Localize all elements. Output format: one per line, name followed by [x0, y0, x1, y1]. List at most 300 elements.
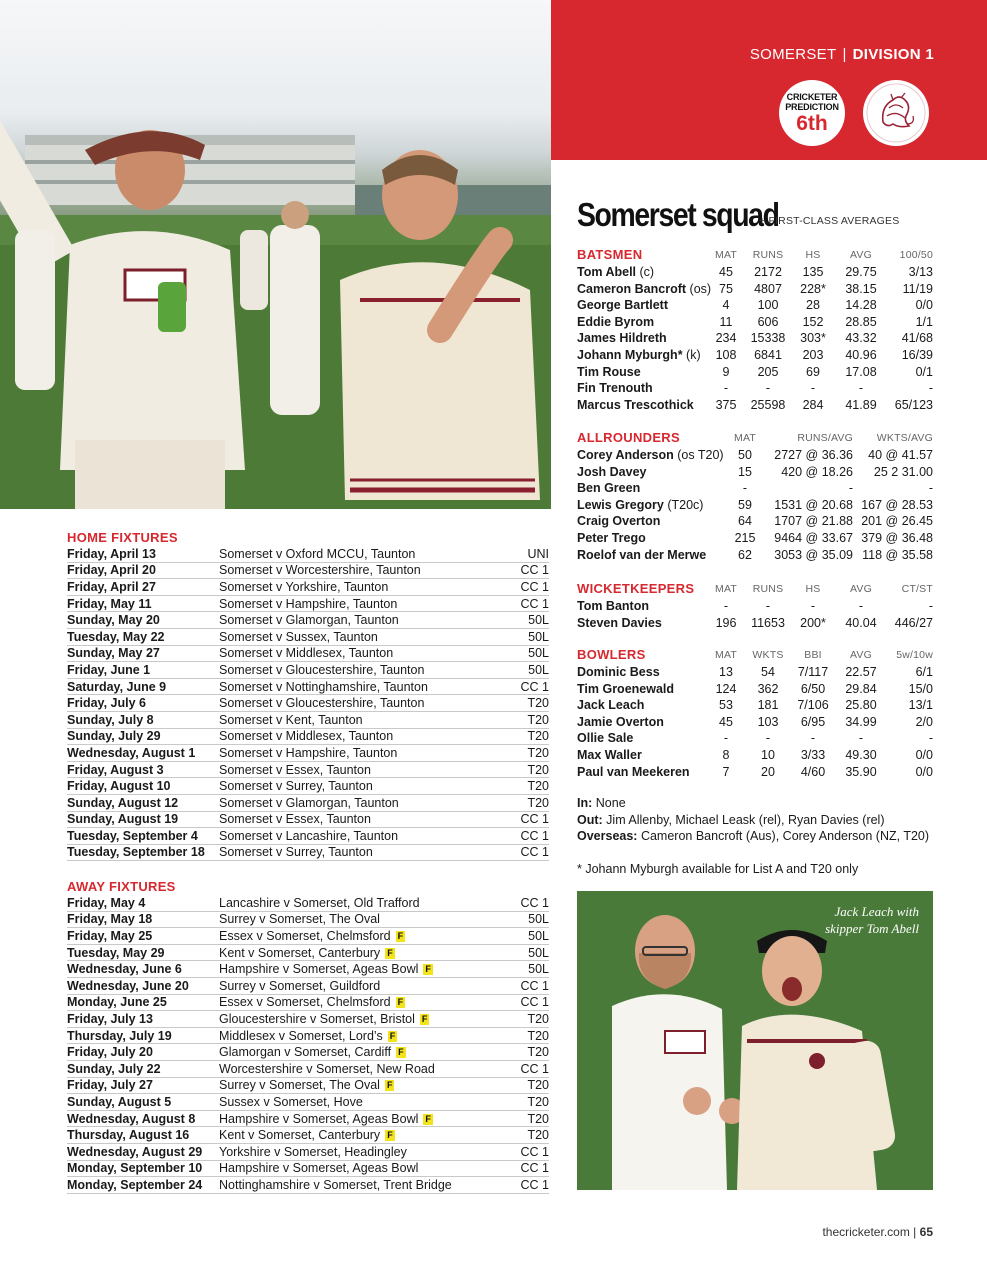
stat-cell: 64	[738, 514, 752, 529]
fixture-row	[67, 1011, 549, 1028]
fixture-competition: CC 1	[520, 596, 549, 611]
fixture-match: Hampshire v Somerset, Ageas Bowl F	[219, 1111, 431, 1126]
stat-cell: 196	[715, 615, 737, 630]
stat-cell: 35.90	[845, 764, 877, 779]
fixture-date: Friday, July 13	[67, 1011, 153, 1026]
stat-cell: 0/0	[915, 298, 933, 313]
stat-cell: 205	[757, 364, 779, 379]
stat-cell: -	[848, 481, 853, 496]
stat-cell: 7/106	[797, 698, 829, 713]
fixture-date: Tuesday, May 22	[67, 629, 165, 644]
player-name: Peter Trego	[577, 530, 646, 545]
player-name: James Hildreth	[577, 331, 667, 346]
division-name: DIVISION 1	[852, 46, 934, 63]
fixture-row	[67, 795, 549, 812]
fixture-match: Somerset v Sussex, Taunton	[219, 629, 378, 644]
fixture-competition: CC 1	[520, 995, 549, 1010]
stat-cell: 40 @ 41.57	[868, 448, 933, 462]
fixture-row	[67, 828, 549, 845]
fixture-date: Friday, April 20	[67, 563, 156, 578]
fixture-match: Sussex v Somerset, Hove	[219, 1094, 363, 1109]
fixture-competition: T20	[527, 696, 549, 711]
stat-cell: 6/95	[800, 714, 826, 729]
stat-cell: 54	[761, 665, 775, 679]
column-header: HS	[805, 248, 821, 261]
squad-subtitle: + FIRST-CLASS AVERAGES	[759, 215, 900, 227]
stat-cell: 181	[757, 698, 779, 713]
footnote: * Johann Myburgh available for List A and T20 only	[577, 862, 859, 876]
photo-caption-line1: Jack Leach with	[834, 904, 919, 919]
stat-cell: 167 @ 28.53	[861, 497, 933, 512]
stat-cell: 200*	[800, 615, 826, 630]
player-name: Lewis Gregory (T20c)	[577, 497, 704, 512]
stat-cell: 11	[719, 314, 733, 329]
column-header: 5w/10w	[896, 648, 933, 661]
fixture-competition: 50L	[528, 945, 549, 960]
stat-cell: 228*	[800, 281, 826, 296]
floodlit-badge: F	[398, 1047, 404, 1058]
fixture-competition: 50L	[528, 629, 549, 644]
stat-cell: 22.57	[845, 665, 877, 679]
stat-cell: 38.15	[845, 281, 877, 296]
floodlit-badge: F	[389, 1030, 396, 1041]
fixture-match: Somerset v Essex, Taunton	[219, 812, 371, 827]
stat-cell: 420 @ 18.26	[781, 464, 853, 479]
stat-cell: 9	[722, 364, 730, 379]
player-name: Max Waller	[577, 747, 642, 762]
stat-row	[577, 347, 933, 364]
stat-cell: 53	[719, 698, 733, 713]
stat-cell: 25.80	[845, 698, 877, 713]
stat-row	[577, 615, 933, 632]
stat-cell: 75	[719, 281, 733, 296]
stat-cell: -	[765, 599, 771, 613]
stat-cell: 152	[802, 314, 824, 329]
player-name: Dominic Bess	[577, 665, 660, 679]
floodlit-badge: F	[387, 947, 393, 958]
team-celebration-photo	[0, 0, 551, 509]
fixture-match: Middlesex v Somerset, Lord’s F	[219, 1028, 396, 1043]
stat-cell: 103	[757, 714, 779, 729]
fixture-date: Tuesday, May 29	[67, 945, 165, 960]
fixture-date: Friday, August 3	[67, 762, 164, 777]
transfers-notes	[577, 795, 933, 845]
stat-cell: 3/13	[908, 265, 933, 279]
fixture-competition: CC 1	[520, 1061, 549, 1076]
fixture-competition: T20	[527, 795, 549, 810]
player-name: Tom Banton	[577, 599, 649, 613]
stat-cell: 7/117	[797, 665, 829, 679]
fixture-date: Wednesday, August 8	[67, 1111, 196, 1126]
fixture-competition: CC 1	[520, 679, 549, 694]
fixture-row	[67, 629, 549, 646]
column-header: MAT	[734, 431, 756, 444]
stat-row	[577, 697, 933, 714]
photo-caption	[825, 903, 919, 937]
player-name: Josh Davey	[577, 464, 647, 479]
stat-row	[577, 297, 933, 314]
player-name: Tom Abell (c)	[577, 265, 655, 279]
allrounders-heading: ALLROUNDERS	[577, 430, 680, 445]
stat-cell: 15/0	[908, 681, 933, 696]
photo-caption-line2: skipper Tom Abell	[825, 921, 919, 936]
floodlit-badge: F	[386, 1080, 393, 1091]
stat-cell: 10	[761, 747, 775, 762]
stat-cell: -	[742, 481, 748, 496]
fixture-match: Essex v Somerset, Chelmsford F	[219, 928, 404, 943]
stat-cell: 11/19	[902, 281, 933, 296]
stat-cell: 2727 @ 36.36	[774, 448, 853, 462]
breadcrumb-separator: |	[842, 46, 847, 63]
prediction-value: 6th	[796, 112, 828, 135]
stat-cell: -	[858, 599, 864, 613]
column-header: MAT	[715, 582, 737, 595]
fixture-competition: CC 1	[520, 895, 549, 910]
stat-cell: 29.75	[845, 265, 877, 279]
fixture-date: Friday, July 27	[67, 1078, 153, 1093]
fixture-row	[67, 845, 549, 862]
fixture-row	[67, 995, 549, 1012]
fixture-competition: CC 1	[520, 579, 549, 594]
fixture-competition: CC 1	[520, 828, 549, 843]
stat-row	[577, 714, 933, 731]
fixture-match: Somerset v Hampshire, Taunton	[219, 745, 398, 760]
column-header: WKTS/AVG	[876, 431, 933, 444]
fixture-match: Somerset v Surrey, Taunton	[219, 845, 373, 860]
stat-cell: 0/0	[915, 764, 933, 779]
fixture-row	[67, 646, 549, 663]
fixture-match: Somerset v Yorkshire, Taunton	[219, 579, 389, 594]
stat-cell: 7	[722, 764, 730, 779]
transfers-overseas: Overseas: Cameron Bancroft (Aus), Corey Anderson (NZ, T20)	[577, 829, 930, 844]
stat-cell: 49.30	[845, 747, 877, 762]
fixture-date: Friday, August 10	[67, 779, 171, 794]
team-celebration-illustration	[0, 0, 551, 509]
stat-cell: 15	[738, 464, 752, 479]
stat-cell: 201 @ 26.45	[861, 514, 933, 529]
fixture-date: Sunday, August 5	[67, 1094, 172, 1109]
column-header: AVG	[850, 648, 872, 661]
player-name: Roelof van der Merwe	[577, 547, 707, 562]
fixture-row	[67, 1111, 549, 1128]
stat-cell: -	[723, 381, 729, 396]
stat-row	[577, 281, 933, 298]
stat-cell: 6841	[754, 347, 782, 362]
fixture-date: Friday, April 27	[67, 579, 156, 594]
stat-row	[577, 747, 933, 764]
fixture-date: Monday, June 25	[67, 995, 167, 1010]
fixture-competition: CC 1	[520, 1144, 549, 1159]
stat-cell: 25 2 31.00	[873, 464, 933, 479]
fixture-date: Wednesday, August 29	[67, 1144, 203, 1159]
player-name: Marcus Trescothick	[577, 397, 694, 412]
stat-cell: 45	[719, 265, 733, 279]
fixture-date: Tuesday, September 18	[67, 845, 205, 860]
fixture-row	[67, 596, 549, 613]
column-header: CT/ST	[901, 582, 933, 595]
bowlers-heading: BOWLERS	[577, 647, 646, 662]
page-number: 65	[919, 1225, 933, 1239]
fixture-match: Hampshire v Somerset, Ageas Bowl F	[219, 962, 431, 977]
fixture-competition: T20	[527, 1111, 549, 1126]
fixture-date: Wednesday, June 20	[67, 978, 189, 993]
stat-row	[577, 547, 933, 564]
stat-cell: 40.04	[845, 615, 877, 630]
fixture-competition: CC 1	[520, 812, 549, 827]
stat-cell: 100	[757, 298, 779, 313]
fixture-match: Glamorgan v Somerset, Cardiff F	[219, 1045, 404, 1060]
column-header: MAT	[715, 648, 737, 661]
column-header: BBI	[804, 648, 822, 661]
stat-cell: 375	[715, 397, 737, 412]
fixture-competition: CC 1	[520, 845, 549, 860]
fixture-match: Somerset v Essex, Taunton	[219, 762, 371, 777]
fixture-match: Somerset v Middlesex, Taunton	[219, 729, 394, 744]
fixture-competition: 50L	[528, 912, 549, 927]
fixture-match: Surrey v Somerset, Guildford	[219, 978, 381, 993]
player-name: Eddie Byrom	[577, 314, 655, 329]
column-header: RUNS/AVG	[797, 431, 853, 444]
fixture-match: Worcestershire v Somerset, New Road	[219, 1061, 435, 1076]
stat-cell: -	[723, 731, 729, 746]
fixture-row	[67, 978, 549, 995]
fixture-row	[67, 1061, 549, 1078]
fixture-row	[67, 729, 549, 746]
stat-cell: -	[723, 599, 729, 613]
stat-cell: -	[765, 731, 771, 746]
player-name: George Bartlett	[577, 298, 668, 313]
fixture-date: Sunday, August 12	[67, 795, 179, 810]
away-fixtures-heading: AWAY FIXTURES	[67, 879, 176, 894]
stat-cell: 28	[806, 298, 820, 313]
fixture-competition: UNI	[527, 546, 549, 561]
stat-cell: 0/0	[915, 747, 933, 762]
fixture-match: Somerset v Gloucestershire, Taunton	[219, 662, 425, 677]
stat-cell: 59	[738, 497, 752, 512]
fixture-date: Friday, May 18	[67, 912, 153, 927]
bowlers-table	[577, 645, 933, 780]
stat-cell: -	[928, 381, 933, 396]
fixture-match: Somerset v Gloucestershire, Taunton	[219, 696, 425, 711]
stat-cell: 11653	[751, 615, 785, 630]
fixture-date: Sunday, May 27	[67, 646, 160, 661]
fixture-competition: 50L	[528, 613, 549, 628]
stat-cell: 69	[806, 364, 820, 379]
fixture-competition: T20	[527, 712, 549, 727]
player-name: Ollie Sale	[577, 731, 634, 746]
fixture-row	[67, 1094, 549, 1111]
stat-cell: -	[928, 599, 933, 613]
fixture-competition: 50L	[528, 962, 549, 977]
fixture-row	[67, 961, 549, 978]
fixture-row	[67, 695, 549, 712]
fixture-match: Essex v Somerset, Chelmsford F	[219, 995, 404, 1010]
stat-cell: 108	[715, 347, 737, 362]
stat-cell: 234	[715, 331, 737, 346]
stat-row	[577, 497, 933, 514]
fixture-match: Somerset v Hampshire, Taunton	[219, 596, 398, 611]
stat-cell: 4807	[754, 281, 782, 296]
stat-cell: 13/1	[908, 698, 933, 713]
prediction-badge	[779, 80, 845, 146]
wicketkeepers-heading: WICKETKEEPERS	[577, 581, 695, 596]
fixture-date: Sunday, July 29	[67, 729, 161, 744]
stat-cell: 124	[715, 681, 737, 696]
stat-cell: 284	[802, 397, 824, 412]
stat-cell: 2172	[754, 265, 782, 279]
stat-row	[577, 397, 933, 414]
player-name: Craig Overton	[577, 514, 661, 529]
fixture-row	[67, 1028, 549, 1045]
stat-cell: 25598	[750, 397, 786, 412]
stat-cell: -	[928, 481, 933, 496]
floodlit-badge: F	[387, 1130, 393, 1141]
wicketkeepers-table	[577, 579, 933, 631]
fixture-competition: T20	[527, 1045, 549, 1060]
fixture-match: Somerset v Glamorgan, Taunton	[219, 795, 399, 810]
fixture-competition: T20	[527, 1128, 549, 1143]
fixture-competition: T20	[527, 1011, 549, 1026]
footer-separator: |	[913, 1225, 917, 1239]
player-name: Tim Groenewald	[577, 681, 675, 696]
fixture-date: Saturday, June 9	[67, 679, 167, 694]
stat-cell: 28.85	[845, 314, 877, 329]
player-name: Corey Anderson (os T20)	[577, 448, 724, 462]
stat-cell: 1531 @ 20.68	[774, 497, 853, 512]
fixture-row	[67, 1127, 549, 1144]
stat-cell: 16/39	[901, 347, 933, 362]
stat-cell: 446/27	[894, 615, 933, 630]
stat-cell: 3053 @ 35.09	[774, 547, 853, 562]
fixture-row	[67, 945, 549, 962]
stat-cell: 17.08	[845, 364, 877, 379]
stat-row	[577, 264, 933, 281]
fixture-row	[67, 1161, 549, 1178]
stat-cell: -	[928, 731, 933, 746]
fixture-row	[67, 579, 549, 596]
fixture-competition: T20	[527, 1094, 549, 1109]
player-name: Tim Rouse	[577, 364, 641, 379]
column-header: HS	[805, 582, 821, 595]
fixture-match: Kent v Somerset, Canterbury F	[219, 945, 393, 960]
fixture-row	[67, 563, 549, 580]
stat-cell: 20	[761, 764, 775, 779]
fixture-match: Somerset v Middlesex, Taunton	[219, 646, 394, 661]
player-name: Fin Trenouth	[577, 381, 653, 396]
stat-cell: 8	[722, 747, 730, 762]
site-link[interactable]: thecricketer.com	[822, 1225, 910, 1239]
stat-row	[577, 447, 933, 464]
player-name: Cameron Bancroft (os)	[577, 281, 712, 296]
fixture-match: Nottinghamshire v Somerset, Trent Bridge	[219, 1177, 452, 1192]
fixture-row	[67, 546, 549, 563]
stat-row	[577, 681, 933, 698]
stat-cell: 40.96	[845, 347, 877, 362]
stat-row	[577, 598, 933, 615]
player-name: Steven Davies	[577, 615, 662, 630]
fixture-row	[67, 1078, 549, 1095]
stat-cell: 41.89	[845, 397, 877, 412]
stat-cell: 9464 @ 33.67	[774, 530, 853, 545]
column-header: AVG	[850, 582, 872, 595]
stat-cell: 65/123	[894, 397, 933, 412]
fixture-date: Friday, May 4	[67, 895, 146, 910]
home-fixtures	[67, 529, 549, 861]
batsmen-heading: BATSMEN	[577, 247, 643, 262]
fixture-row	[67, 1177, 549, 1194]
fixture-date: Friday, May 11	[67, 596, 152, 611]
stat-row	[577, 464, 933, 481]
stat-cell: -	[858, 381, 864, 396]
home-fixtures-heading: HOME FIXTURES	[67, 530, 178, 545]
fixture-match: Somerset v Lancashire, Taunton	[219, 828, 399, 843]
somerset-crest-icon	[863, 80, 929, 146]
fixture-row	[67, 895, 549, 912]
column-header: WKTS	[752, 648, 784, 661]
stat-cell: 13	[719, 665, 733, 679]
fixture-match: Somerset v Nottinghamshire, Taunton	[219, 679, 428, 694]
stat-cell: 1/1	[915, 314, 933, 329]
column-header: RUNS	[752, 582, 784, 595]
floodlit-badge: F	[425, 964, 431, 975]
stat-cell: 215	[734, 530, 756, 545]
fixture-date: Sunday, July 8	[67, 712, 154, 727]
fixture-row	[67, 928, 549, 945]
fixture-competition: CC 1	[520, 1161, 549, 1176]
stat-row	[577, 764, 933, 781]
fixture-competition: 50L	[528, 662, 549, 677]
stat-row	[577, 530, 933, 547]
stat-cell: 3/33	[800, 747, 826, 762]
player-name: Johann Myburgh* (k)	[577, 347, 701, 362]
fixture-competition: CC 1	[520, 978, 549, 993]
fixture-match: Gloucestershire v Somerset, Bristol F	[219, 1011, 428, 1026]
column-header: 100/50	[899, 248, 933, 261]
fixture-row	[67, 1044, 549, 1061]
stat-row	[577, 314, 933, 331]
fixture-match: Somerset v Kent, Taunton	[219, 712, 363, 727]
fixture-row	[67, 778, 549, 795]
column-header: MAT	[715, 248, 737, 261]
stat-cell: 41/68	[901, 331, 933, 346]
stat-cell: 362	[757, 681, 779, 696]
stat-cell: 135	[802, 265, 824, 279]
player-name: Ben Green	[577, 481, 641, 496]
fixture-row	[67, 762, 549, 779]
fixture-date: Tuesday, September 4	[67, 828, 198, 843]
fixture-row	[67, 812, 549, 829]
fixture-date: Friday, July 6	[67, 696, 146, 711]
stat-cell: 50	[738, 448, 752, 462]
fixture-row	[67, 745, 549, 762]
fixture-competition: CC 1	[520, 1177, 549, 1192]
fixture-row	[67, 912, 549, 929]
section-breadcrumb	[750, 46, 934, 63]
fixture-date: Wednesday, June 6	[67, 962, 182, 977]
fixture-competition: 50L	[528, 928, 549, 943]
stat-cell: 1707 @ 21.88	[774, 514, 853, 529]
fixture-match: Surrey v Somerset, The Oval F	[219, 1078, 393, 1093]
fixture-match: Somerset v Oxford MCCU, Taunton	[219, 546, 416, 561]
player-name: Jack Leach	[577, 698, 645, 713]
transfers-in: In: None	[577, 796, 626, 810]
stat-row	[577, 364, 933, 381]
away-fixtures	[67, 878, 549, 1194]
floodlit-badge: F	[397, 930, 404, 941]
fixture-date: Monday, September 10	[67, 1161, 203, 1176]
stat-cell: 118 @ 35.58	[862, 547, 933, 562]
stat-cell: 4/60	[800, 764, 826, 779]
